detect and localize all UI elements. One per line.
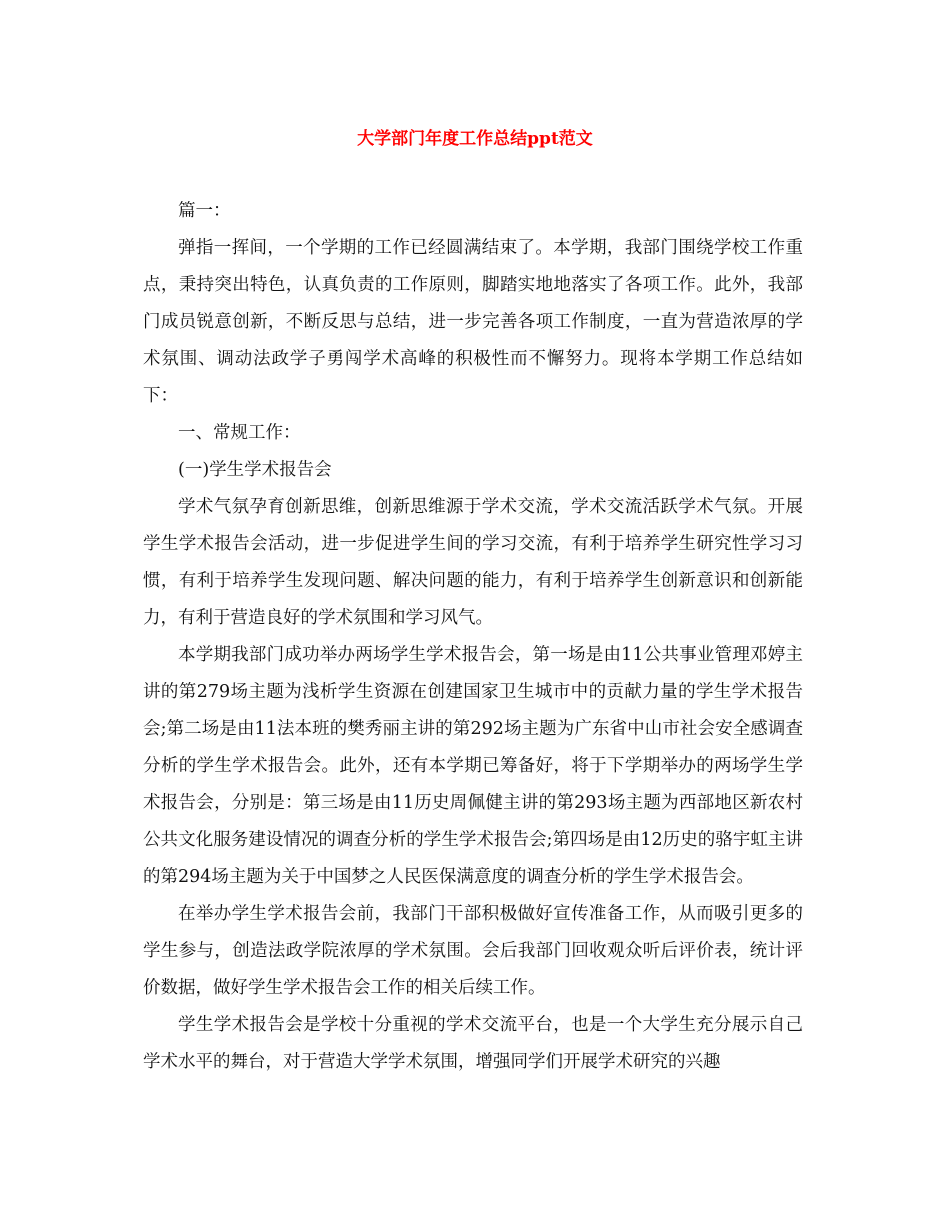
paragraph-lecture-preparation: 在举办学生学术报告会前，我部门干部积极做好宣传准备工作，从而吸引更多的学生参与，创造法政学院浓厚的学术氛围。会后我部门回收观众听后评价表，统计评价数据，做好学生学术报告会工作的相关后续工作。 (143, 904, 803, 998)
paragraph-intro: 弹指一挥间，一个学期的工作已经圆满结束了。本学期，我部门围绕学校工作重点，秉持突出特色，认真负责的工作原则，脚踏实地地落实了各项工作。此外，我部门成员锐意创新，不断反思与总结，进一步完善各项工作制度，一直为营造浓厚的学术氛围、调动法政学子勇闯学术高峰的积极性而不懈努力。现将本学期工作总结如下： (143, 238, 803, 406)
paragraph-lecture-importance: 学生学术报告会是学校十分重视的学术交流平台，也是一个大学生充分展示自己学术水平的舞台，对于营造大学学术氛围，增强同学们开展学术研究的兴趣 (143, 1015, 803, 1072)
paragraph-section-heading: 篇一： (178, 201, 231, 221)
paragraph-lecture-purpose: 学术气氛孕育创新思维，创新思维源于学术交流，学术交流活跃学术气氛。开展学生学术报告会活动，进一步促进学生间的学习交流，有利于培养学生研究性学习习惯，有利于培养学生发现问题、解决问题的能力，有利于培养学生创新意识和创新能力，有利于营造良好的学术氛围和学习风气。 (143, 497, 803, 628)
document-body (143, 193, 803, 1081)
paragraph-heading-routine-work: 一、常规工作： (178, 423, 301, 443)
paragraph-subheading-lectures: (一)学生学术报告会 (178, 460, 332, 480)
document-title: 大学部门年度工作总结ppt范文 (357, 129, 593, 149)
paragraph-lecture-details: 本学期我部门成功举办两场学生学术报告会，第一场是由11公共事业管理邓婷主讲的第279场主题为浅析学生资源在创建国家卫生城市中的贡献力量的学生学术报告会;第二场是由11法本班的樊秀丽主讲的第292场主题为广东省中山市社会安全感调查分析的学生学术报告会。此外，还有本学期已筹备好，将于下学期举办的两场学生学术报告会，分别是：第三场是由11历史周佩健主讲的第293场主题为西部地区新农村公共文化服务建设情况的调查分析的学生学术报告会;第四场是由12历史的骆宇虹主讲的第294场主题为关于中国梦之人民医保满意度的调查分析的学生学术报告会。 (143, 645, 803, 887)
